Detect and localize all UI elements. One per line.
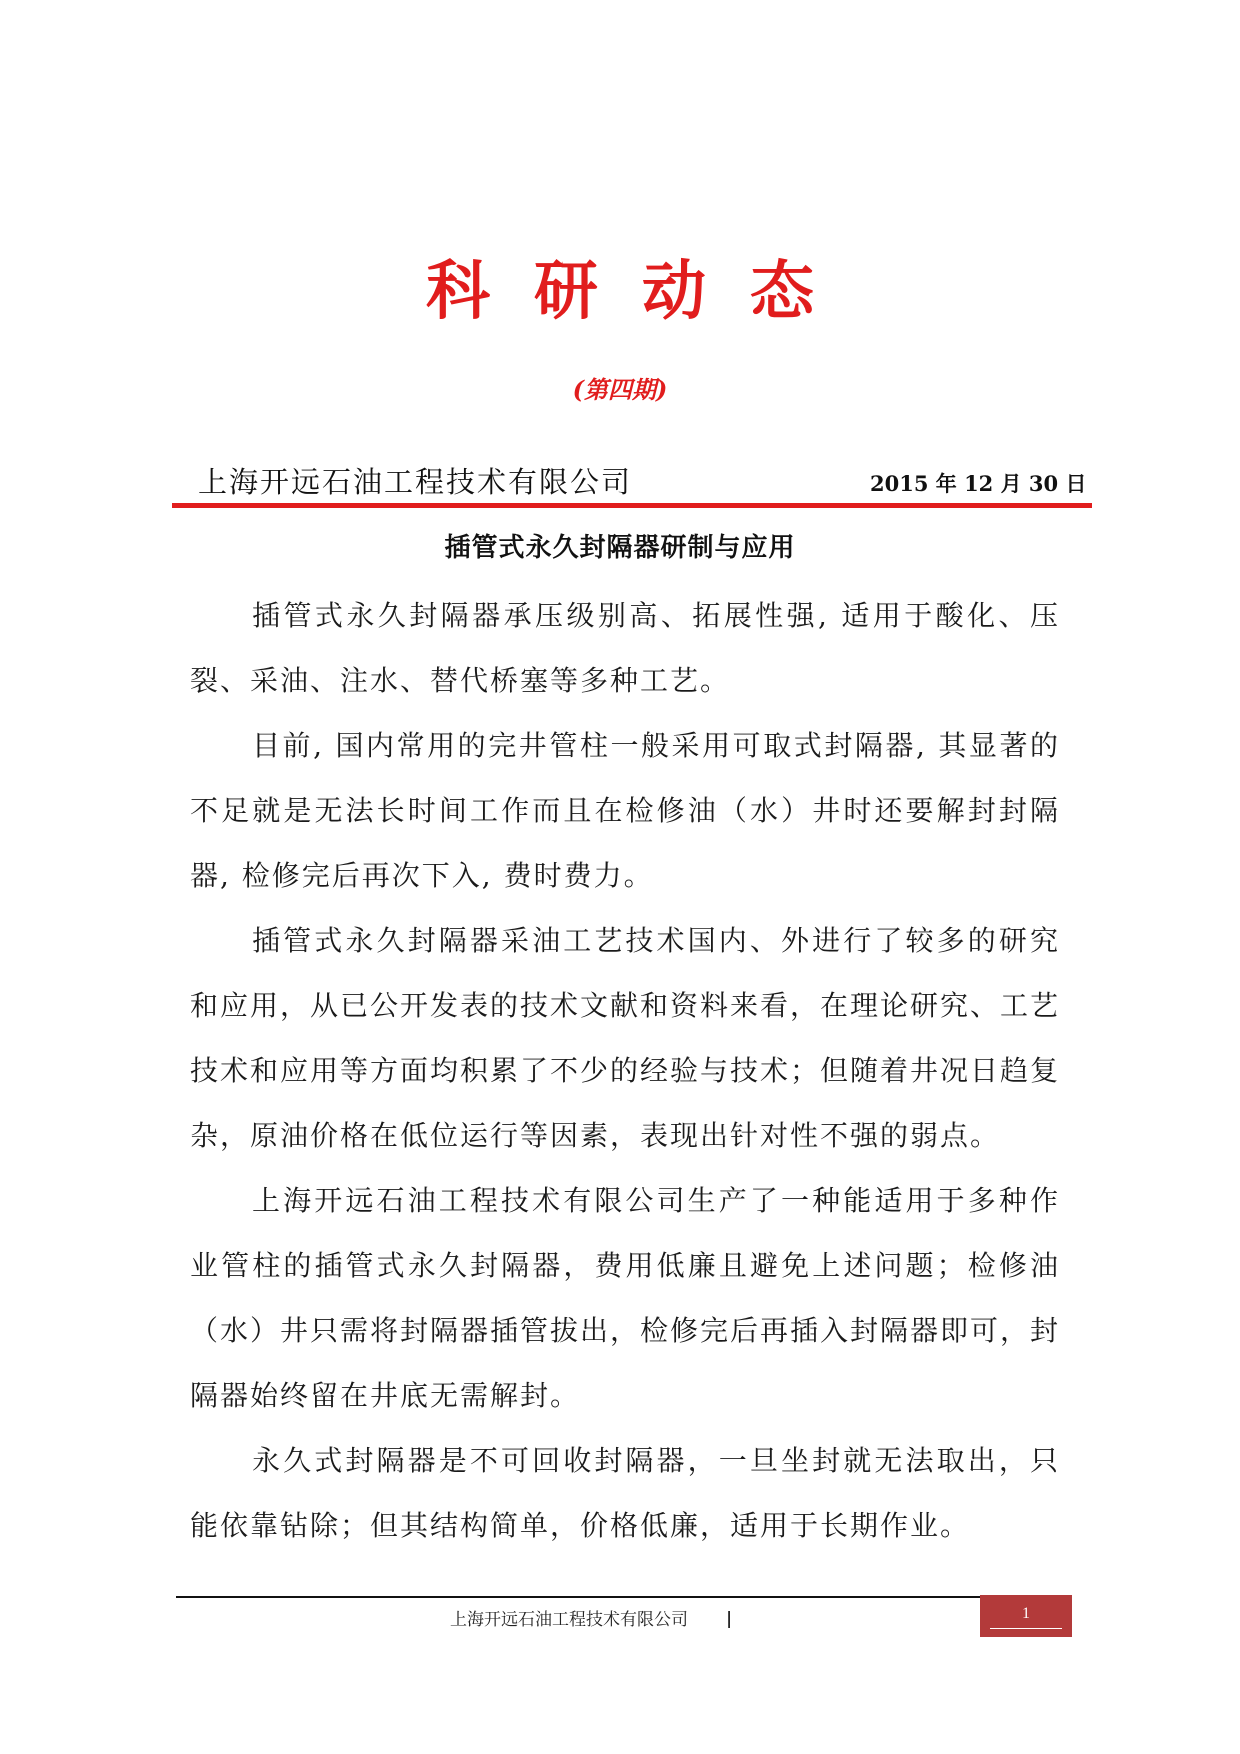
- page-number-box: [980, 1595, 1072, 1637]
- page-number: 1: [1022, 1605, 1030, 1622]
- footer-divider: [176, 1596, 980, 1598]
- page-number-underline: [990, 1628, 1062, 1629]
- article-title: 插管式永久封隔器研制与应用: [444, 533, 796, 563]
- header-company: 上海开远石油工程技术有限公司: [198, 465, 633, 499]
- paragraph: 永久式封隔器是不可回收封隔器，一旦坐封就无法取出，只能依靠钻除；但其结构简单，价格低廉，适用于长期作业。: [190, 1444, 1060, 1542]
- paragraph: 插管式永久封隔器承压级别高、拓展性强, 适用于酸化、压裂、采油、注水、替代桥塞等多种工艺。: [190, 599, 1060, 697]
- article-body: [190, 583, 1060, 1558]
- footer-separator: |: [726, 1609, 733, 1629]
- paragraph: 目前, 国内常用的完井管柱一般采用可取式封隔器, 其显著的不足就是无法长时间工作而且在检修油（水）井时还要解封封隔器, 检修完后再次下入, 费时费力。: [190, 729, 1060, 892]
- paragraph: 上海开远石油工程技术有限公司生产了一种能适用于多种作业管柱的插管式永久封隔器，费用低廉且避免上述问题；检修油（水）井只需将封隔器插管拔出，检修完后再插入封隔器即可，封隔器始终留在井底无需解封。: [190, 1184, 1061, 1412]
- header-date: 2015 年 12 月 30 日: [870, 471, 1087, 496]
- masthead-title: 科研动态: [426, 254, 858, 329]
- paragraph: 插管式永久封隔器采油工艺技术国内、外进行了较多的研究和应用，从已公开发表的技术文献和资料来看，在理论研究、工艺技术和应用等方面均积累了不少的经验与技术；但随着井况日趋复杂，原油价格在低位运行等因素，表现出针对性不强的弱点。: [190, 924, 1061, 1152]
- issue-number: (第四期): [572, 375, 668, 404]
- header-divider: [172, 503, 1092, 508]
- footer-company: 上海开远石油工程技术有限公司: [450, 1610, 688, 1630]
